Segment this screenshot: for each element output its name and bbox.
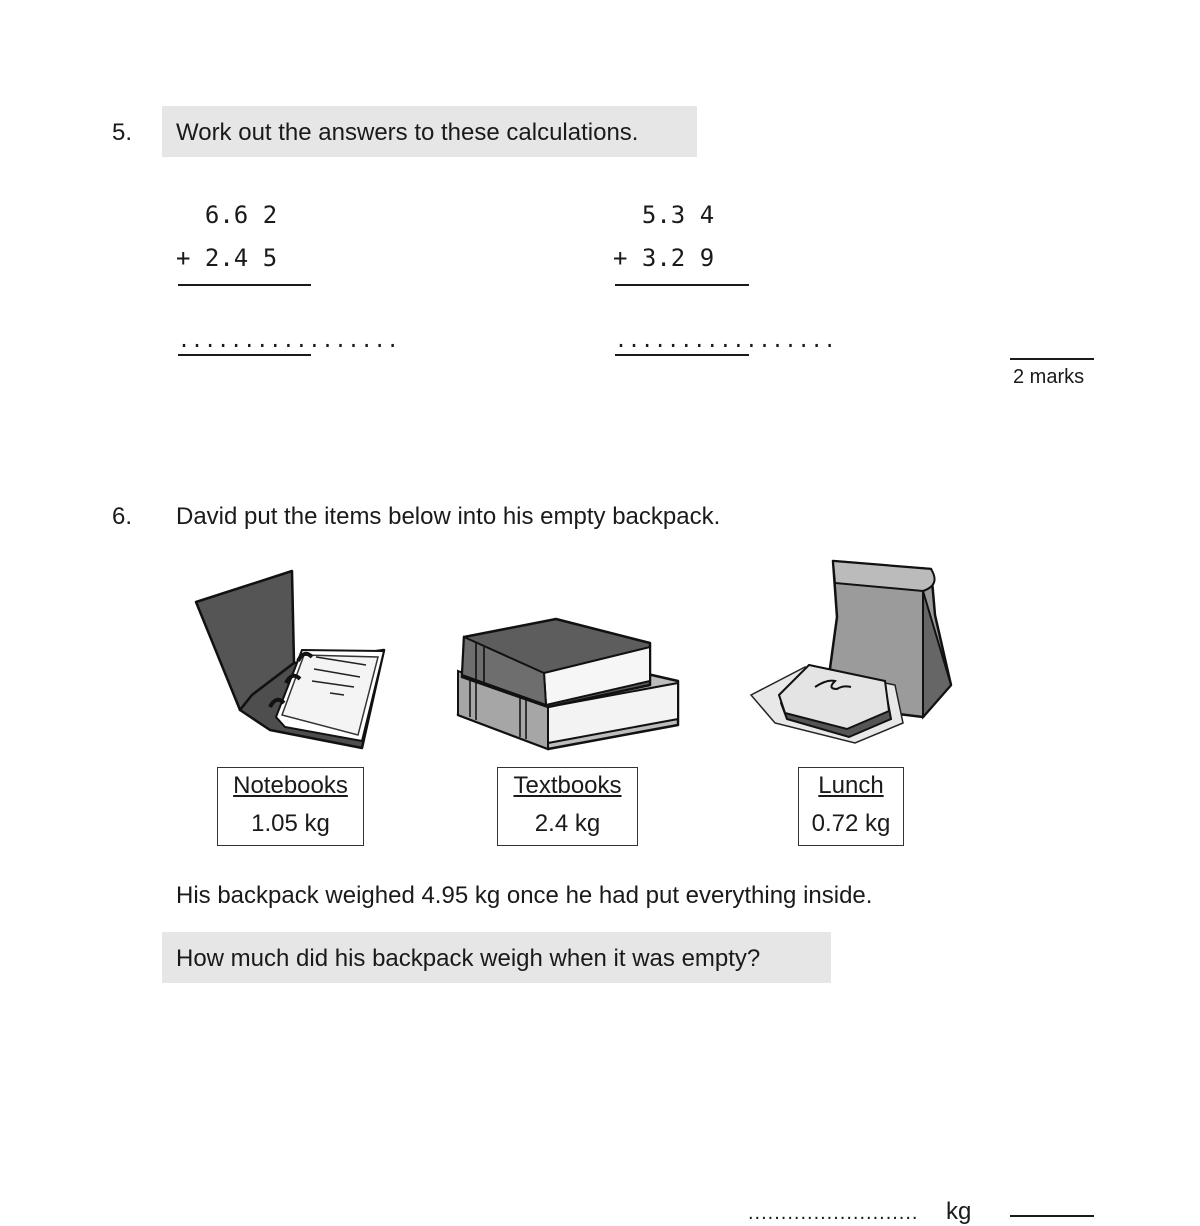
calculation-2	[613, 198, 837, 363]
calculation-1-top: 6.6 2	[176, 201, 278, 229]
books-icon	[452, 615, 684, 755]
item-weight: 0.72 kg	[811, 810, 891, 837]
marks-rule-q6	[1010, 1215, 1094, 1217]
question-6-statement: His backpack weighed 4.95 kg once he had put everything inside.	[176, 882, 873, 909]
answer-field[interactable]: ..........................	[748, 1202, 919, 1224]
item-label-textbooks	[497, 767, 638, 846]
item-name: Notebooks	[233, 772, 348, 799]
item-name: Lunch	[818, 772, 884, 799]
marks-rule	[1010, 358, 1094, 360]
calculation-2-bottom: + 3.2 9	[613, 244, 715, 272]
calculation-1	[176, 198, 400, 363]
calculation-2-rule	[615, 284, 749, 286]
calculation-1-rule	[178, 284, 311, 286]
calculation-1-bottom: + 2.4 5	[176, 244, 278, 272]
lunch-bag-icon	[745, 555, 960, 750]
calculation-1-answer-field[interactable]: .................	[178, 328, 400, 352]
binder-icon	[190, 565, 390, 755]
calculation-2-answer-field[interactable]: .................	[615, 328, 837, 352]
calculation-2-top: 5.3 4	[613, 201, 715, 229]
answer-unit: kg	[946, 1198, 972, 1225]
item-label-lunch	[798, 767, 904, 846]
question-6-intro: David put the items below into his empty backpack.	[176, 503, 721, 530]
calculation-1-answer-rule	[178, 354, 311, 356]
question-6-number: 6.	[112, 503, 133, 530]
calculation-2-answer-rule	[615, 354, 749, 356]
question-6-question: How much did his backpack weigh when it was empty?	[162, 932, 831, 983]
question-5-instruction: Work out the answers to these calculations.	[162, 106, 697, 157]
item-name: Textbooks	[513, 772, 622, 799]
marks-label: 2 marks	[1013, 366, 1085, 388]
question-5-number: 5.	[112, 119, 133, 146]
item-weight: 2.4 kg	[534, 810, 601, 837]
item-weight: 1.05 kg	[251, 810, 330, 837]
item-label-notebooks	[217, 767, 364, 846]
